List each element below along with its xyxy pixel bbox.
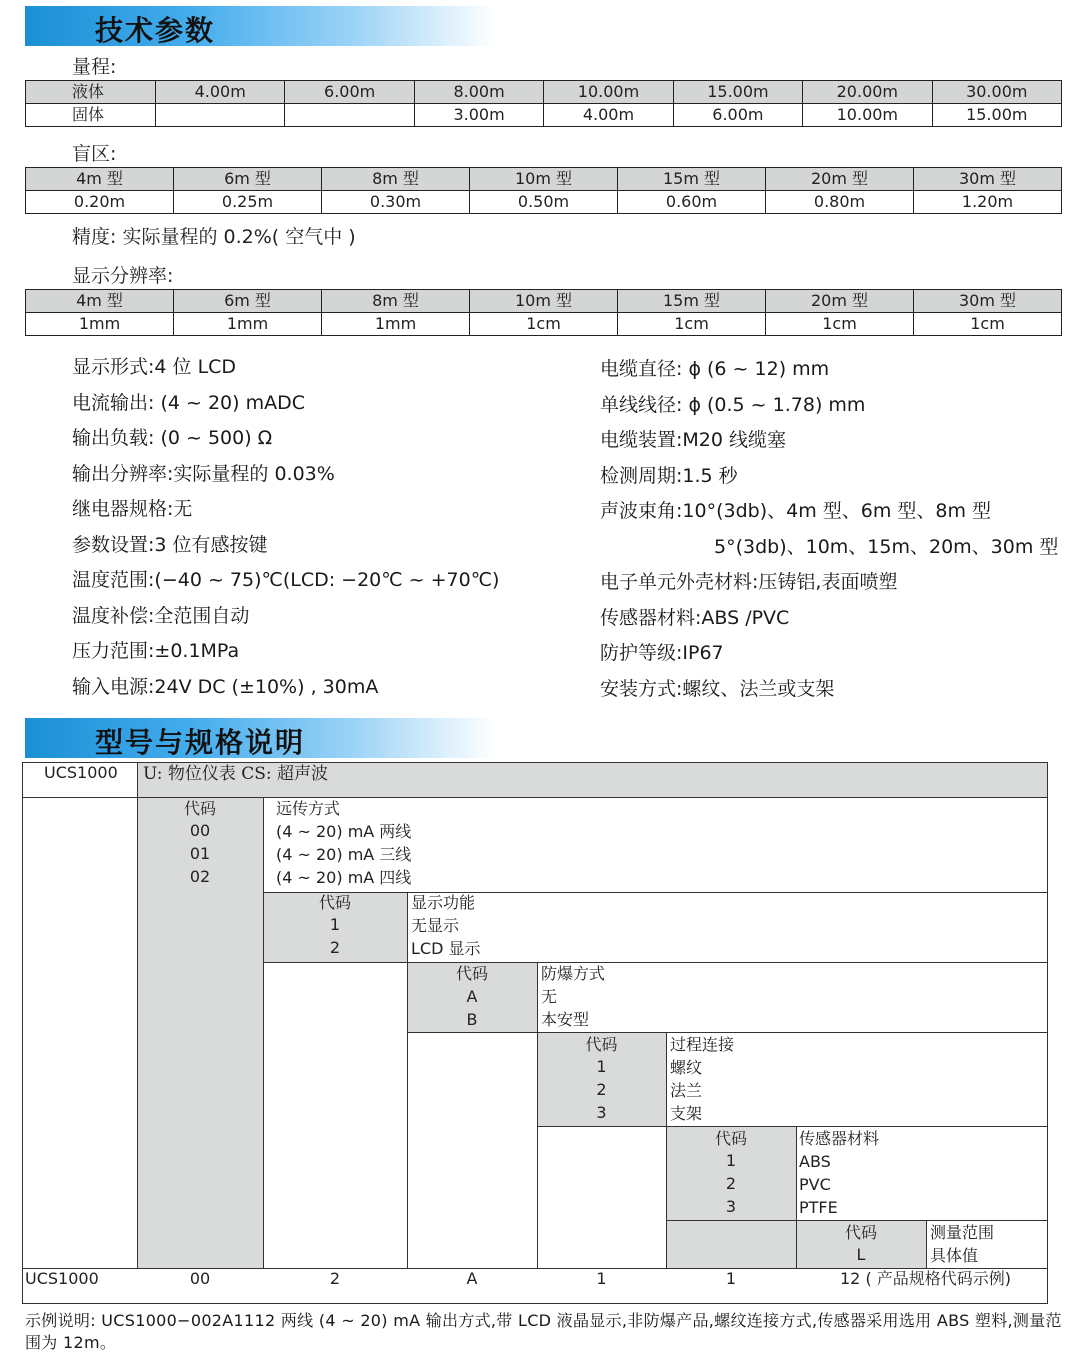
level-4-desc: 法兰 — [670, 1081, 703, 1100]
level-5-desc-head: 传感器材料 — [799, 1129, 880, 1148]
section-header-tech — [25, 6, 495, 46]
table-cell: 1cm — [914, 313, 1062, 336]
table-cell: 0.30m — [322, 191, 470, 214]
spec-item: 温度补偿:全范围自动 — [72, 604, 250, 627]
spec-item: 电缆装置:M20 线缆塞 — [600, 429, 787, 451]
table-cell: 10m 型 — [470, 290, 618, 313]
spec-item: 输入电源:24V DC (±10%) , 30mA — [72, 675, 379, 698]
level-4-code: 2 — [596, 1080, 607, 1099]
spec-item: 安装方式:螺纹、法兰或支架 — [600, 677, 835, 700]
resolution-label: 显示分辨率: — [72, 265, 174, 287]
table-cell: 0.60m — [618, 191, 766, 214]
section-header-model — [25, 718, 495, 758]
table-cell: 30.00m — [932, 81, 1061, 104]
level-1-desc-head: 远传方式 — [276, 799, 341, 818]
table-cell: 4.00m — [156, 81, 285, 104]
example-code: UCS1000 — [25, 1269, 99, 1288]
table-cell: 10.00m — [544, 81, 673, 104]
table-cell: 15.00m — [673, 81, 802, 104]
table-cell: 1mm — [322, 313, 470, 336]
level-2-desc: LCD 显示 — [411, 939, 481, 958]
example-code: 12 ( 产品规格代码示例) — [840, 1269, 1012, 1288]
table-cell: 10m 型 — [470, 168, 618, 191]
level-3-code-head: 代码 — [455, 964, 488, 983]
example-code: 1 — [725, 1269, 737, 1288]
spec-item: 继电器规格:无 — [72, 498, 193, 520]
table-cell: 15m 型 — [618, 290, 766, 313]
level-2-code-head: 代码 — [318, 893, 351, 912]
accuracy-text: 精度: 实际量程的 0.2%( 空气中 ) — [72, 226, 356, 248]
table-cell: 1mm — [174, 313, 322, 336]
level-2-desc: 无显示 — [411, 916, 460, 935]
table-cell — [285, 104, 414, 127]
level-1-code: 02 — [189, 867, 211, 886]
spec-item: 单线线径: ϕ (0.5 ~ 1.78) mm — [600, 393, 866, 416]
table-cell: 15m 型 — [618, 168, 766, 191]
table-cell — [156, 104, 285, 127]
table-cell: 3.00m — [414, 104, 543, 127]
table-row — [26, 191, 1062, 214]
table-cell: 1.20m — [914, 191, 1062, 214]
divider — [22, 1303, 1048, 1304]
example-note: 示例说明: UCS1000−002A1112 两线 (4 ~ 20) mA 输出方式,带 LCD 液晶显示,非防爆产品,螺纹连接方式,传感器采用选用 ABS 塑料,测量范围为 12m。 — [25, 1311, 1062, 1352]
range-row-solid — [26, 104, 1062, 127]
level-4-desc: 支架 — [670, 1104, 703, 1123]
table-cell: 0.20m — [26, 191, 174, 214]
level-1-code: 00 — [189, 821, 211, 840]
spec-item: 压力范围:±0.1MPa — [72, 640, 240, 662]
example-code: 00 — [189, 1269, 211, 1288]
range-table — [25, 80, 1062, 127]
example-code: A — [466, 1269, 478, 1288]
table-cell: 6m 型 — [174, 290, 322, 313]
level-3-desc: 本安型 — [541, 1010, 590, 1029]
table-cell: 6.00m — [285, 81, 414, 104]
table-cell: 30m 型 — [914, 168, 1062, 191]
level-1-desc: (4 ~ 20) mA 两线 — [276, 822, 412, 841]
table-cell: 1cm — [766, 313, 914, 336]
table-cell: 8m 型 — [322, 168, 470, 191]
level-2-desc-head: 显示功能 — [411, 893, 476, 912]
divider — [1047, 762, 1048, 1304]
level-5-desc: ABS — [799, 1152, 831, 1171]
section-title-model: 型号与规格说明 — [95, 726, 306, 759]
level-5-code: 1 — [725, 1151, 737, 1170]
spec-item: 防护等级:IP67 — [600, 642, 724, 664]
divider — [22, 762, 23, 1304]
table-cell: 0.80m — [766, 191, 914, 214]
spec-item: 电缆直径: ϕ (6 ~ 12) mm — [600, 358, 830, 380]
section-title-tech: 技术参数 — [95, 14, 216, 47]
level-5-desc: PTFE — [799, 1198, 838, 1217]
level-3-code: B — [466, 1010, 478, 1029]
level-4-code: 3 — [596, 1103, 607, 1122]
spec-item: 温度范围:(−40 ~ 75)℃(LCD: −20℃ ~ +70℃) — [72, 569, 500, 591]
spec-item: 显示形式:4 位 LCD — [72, 356, 237, 378]
level-5-code: 3 — [725, 1197, 737, 1216]
table-cell: 8m 型 — [322, 290, 470, 313]
spec-item: 输出负载: (0 ~ 500) Ω — [72, 427, 273, 449]
spec-item: 参数设置:3 位有感按键 — [72, 533, 268, 556]
table-cell: 0.50m — [470, 191, 618, 214]
level-1-desc: (4 ~ 20) mA 三线 — [276, 845, 412, 864]
range-label: 量程: — [72, 56, 117, 78]
table-cell: 6.00m — [673, 104, 802, 127]
table-cell: 1cm — [470, 313, 618, 336]
table-row — [26, 313, 1062, 336]
divider — [407, 892, 408, 1268]
level-2-code: 1 — [329, 915, 341, 934]
table-cell: 1mm — [26, 313, 174, 336]
example-code: 1 — [596, 1269, 607, 1288]
table-cell: 0.25m — [174, 191, 322, 214]
level-3-desc-head: 防爆方式 — [541, 964, 606, 983]
spec-item: 电流输出: (4 ~ 20) mADC — [72, 391, 305, 414]
table-cell: 固体 — [26, 104, 156, 127]
code-column-5b — [666, 1221, 796, 1268]
divider — [666, 1220, 1048, 1221]
level-1-code-head: 代码 — [183, 799, 216, 818]
divider — [263, 962, 1048, 963]
spec-item: 声波束角:10°(3db)、4m 型、6m 型、8m 型 — [600, 500, 992, 522]
spec-item: 电子单元外壳材料:压铸铝,表面喷塑 — [600, 571, 898, 593]
level-6-desc: 具体值 — [930, 1246, 979, 1265]
table-cell: 6m 型 — [174, 168, 322, 191]
base-desc: U: 物位仪表 CS: 超声波 — [143, 764, 329, 784]
example-code: 2 — [329, 1269, 341, 1288]
table-cell: 液体 — [26, 81, 156, 104]
divider — [537, 1126, 1048, 1127]
table-cell: 20m 型 — [766, 168, 914, 191]
blind-label: 盲区: — [72, 143, 117, 165]
table-row — [26, 290, 1062, 313]
table-cell: 30m 型 — [914, 290, 1062, 313]
level-5-desc: PVC — [799, 1175, 831, 1194]
level-4-code-head: 代码 — [585, 1035, 618, 1054]
spec-item: 输出分辨率:实际量程的 0.03% — [72, 462, 335, 485]
table-cell: 20.00m — [803, 81, 932, 104]
level-2-code: 2 — [329, 938, 341, 957]
table-cell: 4m 型 — [26, 290, 174, 313]
table-cell: 15.00m — [932, 104, 1061, 127]
table-cell: 20m 型 — [766, 290, 914, 313]
level-1-code: 01 — [189, 844, 211, 863]
base-code: UCS1000 — [44, 763, 118, 782]
level-4-desc: 螺纹 — [670, 1058, 703, 1077]
level-6-code-head: 代码 — [844, 1223, 877, 1242]
divider — [407, 1032, 1048, 1033]
divider — [926, 1220, 927, 1268]
level-5-code: 2 — [725, 1174, 737, 1193]
resolution-table — [25, 289, 1062, 336]
level-1-desc: (4 ~ 20) mA 四线 — [276, 868, 412, 887]
table-row — [26, 168, 1062, 191]
level-4-code: 1 — [596, 1057, 607, 1076]
level-6-code: L — [856, 1245, 866, 1264]
table-cell: 10.00m — [803, 104, 932, 127]
table-cell: 4m 型 — [26, 168, 174, 191]
level-3-code: A — [466, 987, 478, 1006]
level-4-desc-head: 过程连接 — [670, 1035, 735, 1054]
level-3-desc: 无 — [541, 987, 558, 1006]
table-cell: 8.00m — [414, 81, 543, 104]
range-row-liquid — [26, 81, 1062, 104]
spec-item: 传感器材料:ABS /PVC — [600, 606, 790, 629]
spec-item: 检测周期:1.5 秒 — [600, 464, 738, 487]
level-5-code-head: 代码 — [714, 1129, 747, 1148]
spec-item: 5°(3db)、10m、15m、20m、30m 型 — [714, 535, 1059, 558]
blind-table — [25, 167, 1062, 214]
table-cell: 4.00m — [544, 104, 673, 127]
table-cell: 1cm — [618, 313, 766, 336]
divider — [263, 798, 264, 1268]
specs-left — [72, 350, 499, 705]
level-6-desc-head: 测量范围 — [930, 1223, 995, 1242]
specs-right — [600, 352, 1058, 707]
